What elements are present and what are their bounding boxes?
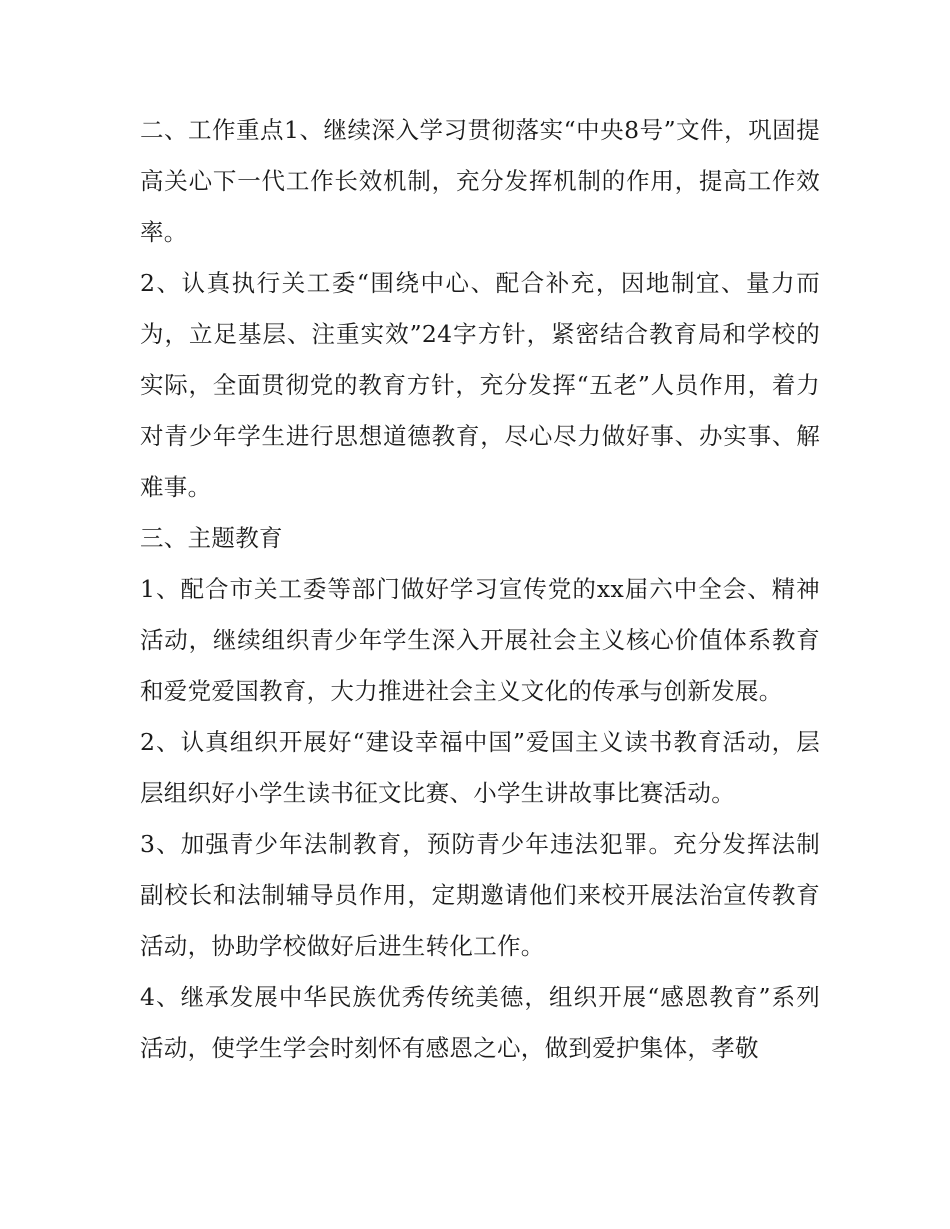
- paragraph-item-1: 1、配合市关工委等部门做好学习宣传党的xx届六中全会、精神活动，继续组织青少年学生深入开展社会主义核心价值体系教育和爱党爱国教育，大力推进社会主义文化的传承与创新发展。: [140, 575, 820, 705]
- paragraph-guideline: 2、认真执行关工委“围绕中心、配合补充，因地制宜、量力而为，立足基层、注重实效”24字方针，紧密结合教育局和学校的实际，全面贯彻党的教育方针，充分发挥“五老”人员作用，着力对青少年学生进行思想道德教育，尽心尽力做好事、办实事、解难事。: [140, 269, 820, 501]
- paragraph-item-3: 3、加强青少年法制教育，预防青少年违法犯罪。充分发挥法制副校长和法制辅导员作用，定期邀请他们来校开展法治宣传教育活动，协助学校做好后进生转化工作。: [140, 830, 820, 960]
- section-heading-theme-education: 三、主题教育: [140, 524, 283, 552]
- document-body: [140, 105, 820, 1074]
- paragraph-item-4: 4、继承发展中华民族优秀传统美德，组织开展“感恩教育”系列活动，使学生学会时刻怀有感恩之心，做到爱护集体，孝敬: [140, 983, 820, 1062]
- paragraph-item-2: 2、认真组织开展好“建设幸福中国”爱国主义读书教育活动，层层组织好小学生读书征文比赛、小学生讲故事比赛活动。: [140, 728, 820, 807]
- paragraph-work-focus: 二、工作重点1、继续深入学习贯彻落实“中央8号”文件，巩固提高关心下一代工作长效机制，充分发挥机制的作用，提高工作效率。: [140, 116, 820, 246]
